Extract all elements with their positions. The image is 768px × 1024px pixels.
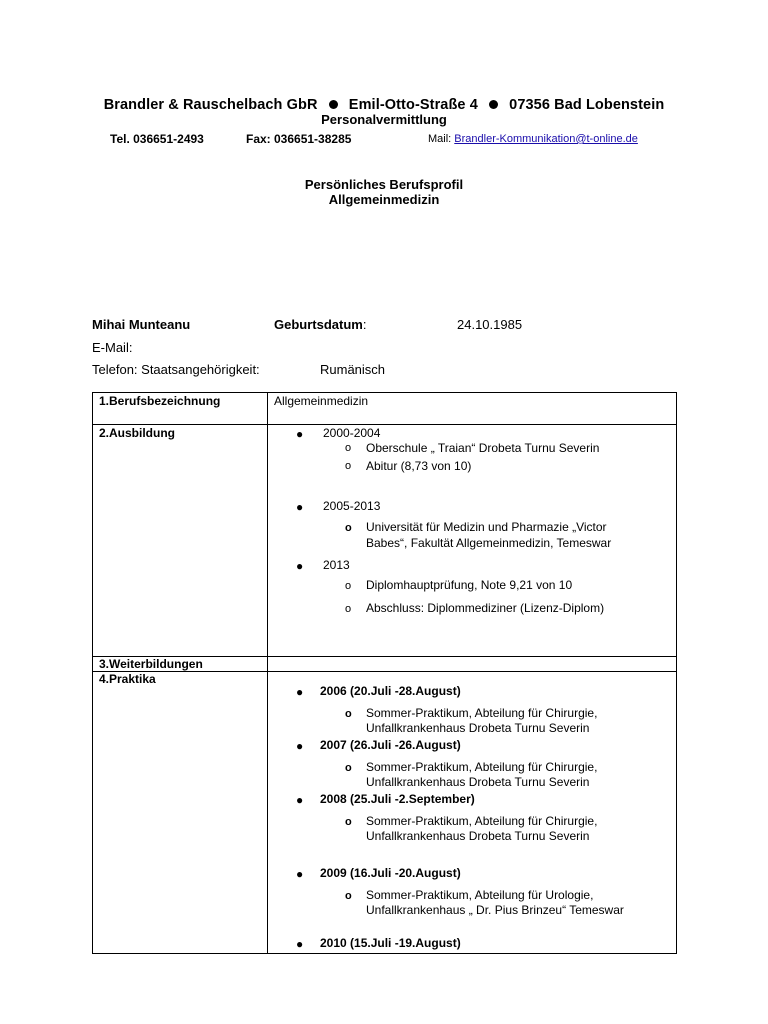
bullet-icon: ● <box>296 793 304 807</box>
praktikum-date: 2008 (25.Juli -2.September) <box>320 792 475 806</box>
row-label-praktika: 4.Praktika <box>93 672 268 954</box>
ausbildung-year: 2013 <box>323 558 350 572</box>
table-row <box>93 425 677 657</box>
circle-bullet-icon: o <box>345 890 352 902</box>
circle-bullet-icon: o <box>345 603 352 615</box>
table-row <box>93 657 677 672</box>
ausbildung-detail: Abitur (8,73 von 10) <box>366 459 472 473</box>
praktikum-detail: Unfallkrankenhaus Drobeta Turnu Severin <box>366 775 590 789</box>
row-label-ausbildung: 2.Ausbildung <box>93 425 268 657</box>
row-value-berufsbezeichnung <box>268 393 677 425</box>
praktikum-date: 2007 (26.Juli -26.August) <box>320 738 461 752</box>
row-value-ausbildung <box>268 425 677 657</box>
ausbildung-detail: Abschluss: Diplommediziner (Lizenz-Diplom) <box>366 601 605 615</box>
mail-label: Mail: <box>428 133 455 145</box>
person-name: Mihai Munteanu <box>92 317 191 332</box>
praktikum-detail: Unfallkrankenhaus Drobeta Turnu Severin <box>366 829 590 843</box>
ausbildung-year: 2005-2013 <box>323 499 381 513</box>
praktikum-date: 2009 (16.Juli -20.August) <box>320 866 461 880</box>
row-value-praktika <box>268 672 677 954</box>
doc-title-line1: Persönliches Berufsprofil <box>304 177 464 192</box>
row-label-berufsbezeichnung: 1.Berufsbezeichnung <box>93 393 268 425</box>
praktikum-detail: Sommer-Praktikum, Abteilung für Urologie, <box>366 888 594 902</box>
praktikum-detail: Unfallkrankenhaus Drobeta Turnu Severin <box>366 721 590 735</box>
ausbildung-detail: Universität für Medizin und Pharmazie „Victor <box>366 520 607 534</box>
doc-title-line2: Allgemeinmedizin <box>328 192 440 207</box>
birth-label-wrap <box>274 317 366 332</box>
praktikum-detail: Sommer-Praktikum, Abteilung für Chirurgie, <box>366 706 598 720</box>
bullet-icon: ● <box>296 500 304 514</box>
birth-colon: : <box>362 317 367 332</box>
phone-nationality-label: Telefon: Staatsangehörigkeit: <box>92 362 260 377</box>
bullet-icon: ● <box>296 937 304 951</box>
circle-bullet-icon: o <box>345 816 352 828</box>
berufsbezeichnung-value: Allgemeinmedizin <box>274 394 369 408</box>
company-tel: Tel. 036651-2493 <box>110 132 204 146</box>
bullet-icon: ● <box>296 867 304 881</box>
company-line <box>0 97 768 113</box>
cv-table <box>92 392 677 954</box>
nationality-value: Rumänisch <box>320 362 386 377</box>
separator-dot-icon <box>489 100 498 109</box>
row-label-weiterbildungen: 3.Weiterbildungen <box>93 657 268 672</box>
company-street: Emil-Otto-Straße 4 <box>348 97 478 113</box>
email-label: E-Mail: <box>92 340 133 355</box>
bullet-icon: ● <box>296 559 304 573</box>
circle-bullet-icon: o <box>345 460 352 472</box>
bullet-icon: ● <box>296 739 304 753</box>
company-name: Brandler & Rauschelbach GbR <box>103 97 318 113</box>
company-fax: Fax: 036651-38285 <box>246 132 352 146</box>
ausbildung-detail: Oberschule „ Traian“ Drobeta Turnu Severin <box>366 441 600 455</box>
ausbildung-detail: Babes“, Fakultät Allgemeinmedizin, Temeswar <box>366 536 612 550</box>
circle-bullet-icon: o <box>345 580 352 592</box>
company-city: 07356 Bad Lobenstein <box>509 97 665 113</box>
company-subtitle: Personalvermittlung <box>321 112 447 127</box>
ausbildung-detail: Diplomhauptprüfung, Note 9,21 von 10 <box>366 578 573 592</box>
row-value-weiterbildungen <box>268 657 677 672</box>
praktikum-date: 2006 (20.Juli -28.August) <box>320 684 461 698</box>
circle-bullet-icon: o <box>345 442 352 454</box>
mail-link[interactable]: Brandler-Kommunikation@t-online.de <box>454 133 638 145</box>
ausbildung-year: 2000-2004 <box>323 426 381 440</box>
circle-bullet-icon: o <box>345 762 352 774</box>
praktikum-detail: Sommer-Praktikum, Abteilung für Chirurgie, <box>366 814 598 828</box>
praktikum-date: 2010 (15.Juli -19.August) <box>320 936 461 950</box>
praktikum-detail: Unfallkrankenhaus „ Dr. Pius Brinzeu“ Temeswar <box>366 903 624 917</box>
birth-label: Geburtsdatum <box>274 317 363 332</box>
praktikum-detail: Sommer-Praktikum, Abteilung für Chirurgie, <box>366 760 598 774</box>
bullet-icon: ● <box>296 685 304 699</box>
separator-dot-icon <box>329 100 338 109</box>
table-row <box>93 672 677 954</box>
circle-bullet-icon: o <box>345 708 352 720</box>
bullet-icon: ● <box>296 427 304 441</box>
company-mail <box>428 133 638 145</box>
birth-value: 24.10.1985 <box>457 317 523 332</box>
table-row <box>93 393 677 425</box>
circle-bullet-icon: o <box>345 522 352 534</box>
